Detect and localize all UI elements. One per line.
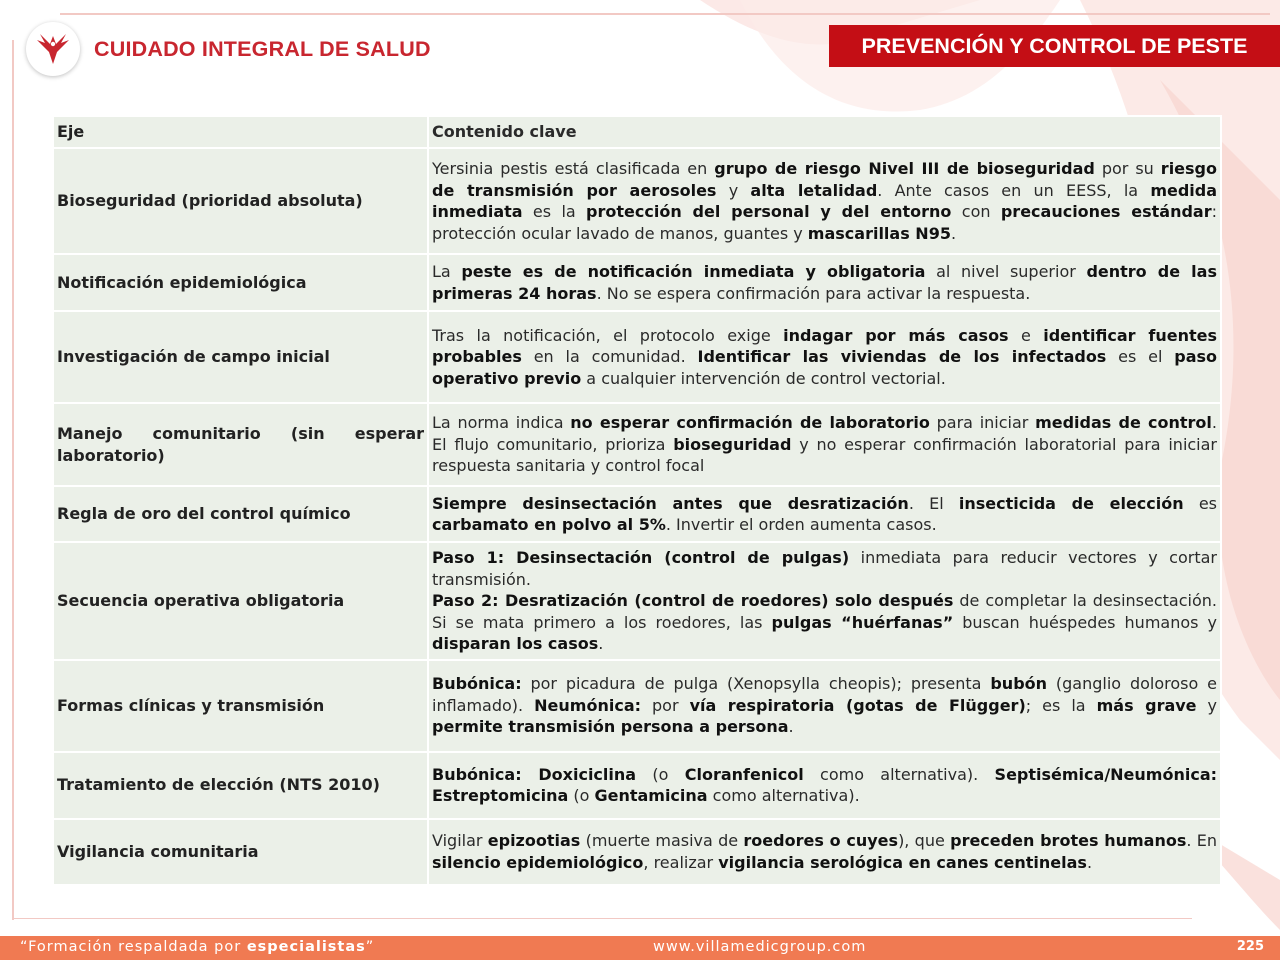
row-eje: Investigación de campo inicial: [53, 311, 428, 403]
text-span: (o: [568, 786, 595, 805]
bold-text: riesgo de transmisión por aerosoles: [432, 159, 1217, 200]
text-span: para iniciar: [929, 413, 1036, 433]
table-row: [53, 660, 1221, 752]
bold-text: vigilancia serológica en canes centinelas: [718, 852, 1087, 872]
bold-text: disparan los casos: [432, 634, 599, 653]
bold-text: Cloranfenicol: [684, 764, 804, 784]
text-span: inmediata para reducir vectores y cortar transmisión.: [432, 548, 1218, 589]
text-span: . El flujo comunitario, prioriza: [432, 413, 1217, 454]
bold-text: silencio epidemiológico: [432, 852, 644, 872]
bold-text: Septisémica/Neumónica: Estreptomicina: [432, 764, 1218, 805]
bottom-frame-line: [12, 918, 1192, 919]
row-contenido: [428, 542, 1221, 660]
text-span: . En: [1186, 831, 1218, 850]
text-span: .: [1086, 852, 1093, 872]
row-contenido: [428, 752, 1221, 819]
text-span: Yersinia pestis está clasificada en: [432, 159, 715, 178]
bold-text: roedores o cuyes: [743, 831, 899, 850]
text-span: ; es la: [1025, 695, 1097, 715]
text-span: en la comunidad.: [521, 347, 698, 367]
row-eje: Secuencia operativa obligatoria: [53, 542, 428, 660]
bold-text: precauciones estándar: [1000, 202, 1212, 221]
header-title: CUIDADO INTEGRAL DE SALUD: [94, 36, 431, 61]
text-span: es la: [522, 202, 587, 221]
text-span: (o: [636, 764, 685, 784]
text-span: es el: [1106, 347, 1175, 367]
table-row: [53, 311, 1221, 403]
row-contenido: [428, 403, 1221, 486]
text-span: y no esperar confirmación laboratorial para iniciar respuesta sanitaria y control focal: [432, 434, 1218, 476]
header-eje: Eje: [53, 116, 428, 148]
text-span: ), que: [898, 831, 951, 850]
row-contenido: [428, 660, 1221, 752]
content-table: [52, 115, 1222, 886]
text-span: : protección ocular lavado de manos, guantes y: [432, 202, 1218, 243]
bold-text: insecticida de elección: [958, 493, 1184, 513]
bold-text: permite transmisión persona a persona: [432, 717, 789, 737]
table-row: [53, 486, 1221, 542]
text-span: buscan huéspedes humanos y: [953, 612, 1218, 632]
footer-slogan-bold: especialistas: [246, 939, 366, 955]
text-span: . El: [908, 493, 959, 513]
footer-website: www.villamedicgroup.com: [653, 939, 867, 955]
bold-text: bubón: [990, 674, 1048, 694]
text-span: como alternativa).: [803, 764, 995, 784]
section-banner: PREVENCIÓN Y CONTROL DE PESTE: [829, 25, 1280, 67]
top-frame-line: [60, 13, 1270, 15]
bold-text: medidas de control: [1035, 413, 1212, 433]
table-row: [53, 542, 1221, 660]
table-row: [53, 148, 1221, 254]
row-contenido: [428, 311, 1221, 403]
text-span: . Invertir el orden aumenta casos.: [665, 515, 937, 534]
text-span: La: [432, 262, 462, 281]
left-frame-line: [12, 40, 14, 920]
bold-text: carbamato en polvo al 5%: [432, 515, 666, 534]
text-span: e: [1008, 325, 1044, 345]
text-span: (muerte masiva de: [580, 831, 744, 850]
row-eje: Bioseguridad (prioridad absoluta): [53, 148, 428, 254]
text-span: .: [950, 223, 957, 243]
table-row: [53, 403, 1221, 486]
bold-text: bioseguridad: [673, 434, 792, 454]
header-brand: [26, 22, 431, 76]
text-span: .: [788, 717, 794, 737]
bold-text: identificar fuentes probables: [432, 325, 1218, 367]
row-eje: Regla de oro del control químico: [53, 486, 428, 542]
bold-text: protección del personal y del entorno: [586, 202, 952, 221]
row-eje: Vigilancia comunitaria: [53, 819, 428, 885]
text-span: como alternativa).: [707, 786, 860, 805]
bold-text: más grave: [1096, 695, 1197, 715]
text-span: por su: [1094, 159, 1161, 178]
bold-text: pulgas “huérfanas”: [771, 612, 954, 632]
text-span: . No se espera confirmación para activar la respuesta.: [596, 283, 1031, 303]
row-eje: Manejo comunitario (sin esperar laboratorio): [53, 403, 428, 486]
row-contenido: [428, 148, 1221, 254]
table-row: [53, 254, 1221, 311]
bold-text: epizootias: [487, 831, 581, 850]
bold-text: grupo de riesgo Nivel III de bioseguridad: [714, 159, 1095, 178]
bold-text: Paso 2: Desratización (control de roedores) solo después: [432, 591, 954, 610]
footer-slogan: “Formación respaldada por especialistas”: [20, 939, 375, 955]
text-span: (ganglio doloroso e inflamado).: [432, 674, 1217, 715]
row-eje: Formas clínicas y transmisión: [53, 660, 428, 752]
footer-bar: [0, 936, 1280, 960]
text-span: es: [1183, 493, 1218, 513]
text-span: y: [1196, 695, 1218, 715]
bold-text: vía respiratoria (gotas de Flügger): [689, 695, 1026, 715]
table-header-row: [53, 116, 1221, 148]
table-row: [53, 752, 1221, 819]
text-span: Vigilar: [432, 831, 488, 850]
text-span: . Ante casos en un EESS, la: [877, 180, 1151, 200]
text-span: Tras la notificación, el protocolo exige: [432, 325, 784, 345]
text-span: , realizar: [643, 852, 719, 872]
bold-text: Paso 1: Desinsectación (control de pulgas): [432, 548, 850, 567]
text-span: La norma indica: [432, 413, 571, 433]
row-contenido: [428, 486, 1221, 542]
text-span: con: [951, 202, 1001, 221]
text-span: .: [598, 634, 604, 653]
text-span: a cualquier intervención de control vectorial.: [581, 368, 946, 388]
row-eje: Tratamiento de elección (NTS 2010): [53, 752, 428, 819]
bold-text: medida inmediata: [432, 180, 1218, 221]
text-span: y: [716, 180, 751, 200]
bold-text: preceden brotes humanos: [950, 831, 1187, 850]
text-span: al nivel superior: [925, 262, 1087, 281]
bold-text: indagar por más casos: [783, 325, 1009, 345]
row-contenido: [428, 254, 1221, 311]
bold-text: dentro de las primeras 24 horas: [432, 262, 1217, 303]
bold-text: mascarillas N95: [807, 223, 951, 243]
row-contenido: [428, 819, 1221, 885]
content-line: [432, 547, 1217, 590]
text-span: por: [641, 695, 690, 715]
table-row: [53, 819, 1221, 885]
bold-text: Bubónica: Doxiciclina: [432, 764, 637, 784]
phoenix-logo-icon: [26, 22, 80, 76]
bold-text: Siempre desinsectación antes que desratización: [432, 493, 909, 513]
text-span: de completar la desinsectación. Si se mata primero a los roedores, las: [432, 591, 1217, 632]
bold-text: Bubónica:: [432, 674, 522, 694]
content-line: [432, 590, 1217, 655]
text-span: por picadura de pulga (Xenopsylla cheopis); presenta: [521, 674, 991, 694]
header-contenido: Contenido clave: [428, 116, 1221, 148]
bold-text: no esperar confirmación de laboratorio: [570, 413, 930, 433]
row-eje: Notificación epidemiológica: [53, 254, 428, 311]
bold-text: Identificar las viviendas de los infectados: [697, 347, 1107, 367]
bold-text: paso operativo previo: [432, 347, 1218, 388]
page-number: 225: [1236, 939, 1264, 954]
bold-text: Neumónica:: [534, 695, 642, 715]
bold-text: peste es de notificación inmediata y obligatoria: [461, 262, 926, 281]
bold-text: Gentamicina: [594, 786, 708, 805]
bold-text: alta letalidad: [750, 180, 878, 200]
